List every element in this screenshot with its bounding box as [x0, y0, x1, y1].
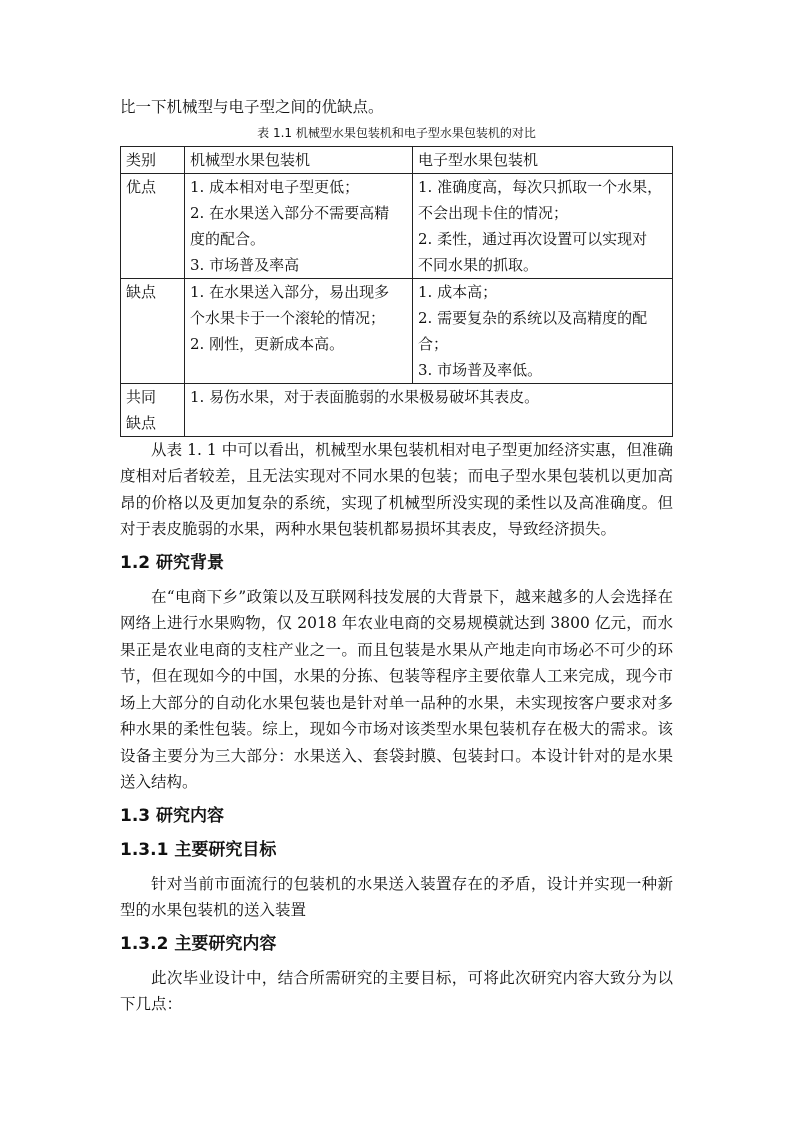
cell-line: 1. 在水果送入部分，易出现多 — [190, 282, 390, 301]
paragraph-table-analysis: 从表 1. 1 中可以看出，机械型水果包装机相对电子型更加经济实惠，但准确度相对后者较差，且无法实现对不同水果的包装；而电子型水果包装机以更加高昂的价格以及更加复杂的系统，实现了机械型所没实现的柔性以及高准确度。但对于表皮脆弱的水果，两种水果包装机都易损坏其表皮，导致经济损失。 — [120, 440, 673, 538]
cell-line: 3. 市场普及率低。 — [418, 360, 543, 379]
intro-line: 比一下机械型与电子型之间的优缺点。 — [120, 98, 384, 116]
cell-common-text: 1. 易伤水果，对于表面脆弱的水果极易破坏其表皮。 — [185, 383, 673, 436]
header-mechanical: 机械型水果包装机 — [185, 146, 413, 173]
paragraph-1-2: 在“电商下乡”政策以及互联网科技发展的大背景下，越来越多的人会选择在网络上进行水果购物，仅 2018 年农业电商的交易规模就达到 3800 亿元，而水果正是农业电商的支柱产业之一。而且包装是水果从产地走向市场必不可少的环节，但在现如今的中国，水果的分拣、包装等程序主要依靠人工来完成，现今市场上大部分的自动化水果包装也是针对单一品种的水果，未实现按客户要求对多种水果的柔性包装。综上，现如今市场对该类型水果包装机存在极大的需求。该设备主要分为三大部分：水果送入、套袋封膜、包装封口。本设计针对的是水果送入结构。 — [120, 587, 673, 791]
heading-1-3-2: 1.3.2 主要研究内容 — [120, 933, 277, 954]
cell-line: 3. 市场普及率高 — [190, 255, 300, 274]
cell-line: 2. 刚性，更新成本高。 — [190, 334, 345, 353]
cell-line: 度的配合。 — [190, 229, 266, 248]
table-row-advantages — [121, 173, 673, 278]
table-row-common — [121, 383, 673, 436]
cell-line: 1. 成本高； — [418, 282, 498, 301]
cell-line: 不同水果的抓取。 — [418, 255, 539, 274]
header-electronic: 电子型水果包装机 — [413, 146, 673, 173]
cell-line: 1. 成本相对电子型更低； — [190, 177, 360, 196]
paragraph-1-3-1: 针对当前市面流行的包装机的水果送入装置存在的矛盾，设计并实现一种新型的水果包装机的送入装置 — [120, 874, 673, 919]
cell-line: 合； — [418, 334, 449, 353]
cell-line: 缺点 — [126, 282, 157, 301]
document-page — [120, 94, 673, 1018]
cell-electronic — [413, 278, 673, 383]
comparison-table — [120, 146, 673, 437]
cell-category — [121, 383, 185, 436]
heading-1-2: 1.2 研究背景 — [120, 552, 225, 573]
cell-electronic — [413, 173, 673, 278]
table-header-row — [121, 146, 673, 173]
cell-line: 优点 — [126, 177, 157, 196]
cell-line: 2. 在水果送入部分不需要高精 — [190, 203, 390, 222]
cell-mechanical — [185, 278, 413, 383]
heading-1-3: 1.3 研究内容 — [120, 805, 225, 826]
cell-line: 1. 准确度高，每次只抓取一个水果， — [418, 177, 663, 196]
heading-1-3-1: 1.3.1 主要研究目标 — [120, 839, 277, 860]
paragraph-1-3-2: 此次毕业设计中，结合所需研究的主要目标，可将此次研究内容大致分为以下几点： — [120, 968, 673, 1013]
cell-category — [121, 173, 185, 278]
table-row-disadvantages — [121, 278, 673, 383]
cell-line: 2. 柔性，通过再次设置可以实现对 — [418, 229, 648, 248]
header-category: 类别 — [121, 146, 185, 173]
cell-line: 缺点 — [126, 413, 157, 432]
cell-line: 不会出现卡住的情况； — [418, 203, 569, 222]
cell-mechanical — [185, 173, 413, 278]
cell-line: 2. 需要复杂的系统以及高精度的配 — [418, 308, 648, 327]
cell-line: 共同 — [126, 387, 157, 406]
cell-category — [121, 278, 185, 383]
table-caption: 表 1.1 机械型水果包装机和电子型水果包装机的对比 — [257, 125, 536, 140]
cell-line: 个水果卡于一个滚轮的情况； — [190, 308, 386, 327]
